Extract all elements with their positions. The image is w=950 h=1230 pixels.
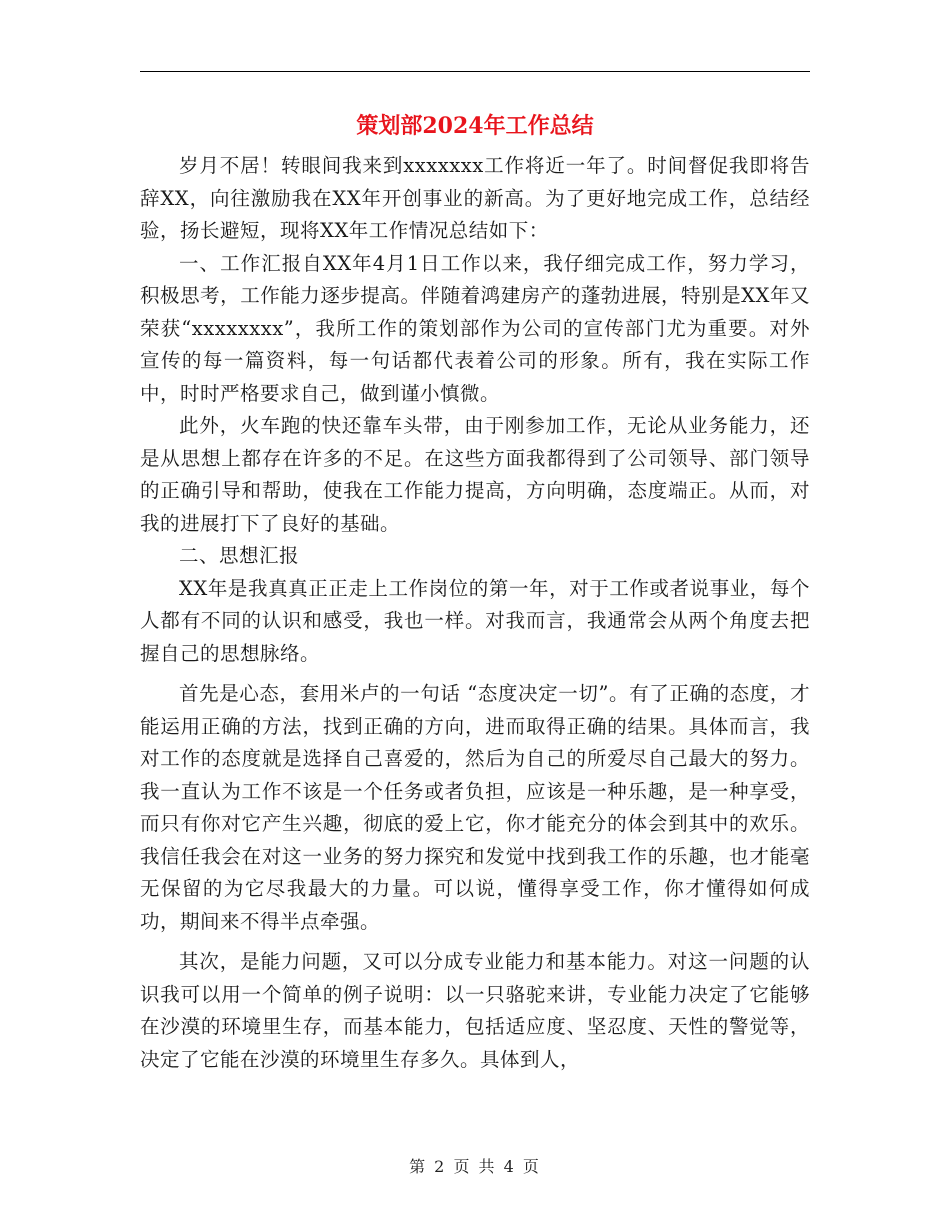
document-title: 策划部2024年工作总结	[356, 113, 594, 139]
paragraph-first-year: XX年是我真真正正走上工作岗位的第一年，对于工作或者说事业，每个人都有不同的认识和感受，我也一样。对我而言，我通常会从两个角度去把握自己的思想脉络。	[140, 576, 810, 665]
document-body	[140, 150, 810, 1076]
header-rule	[140, 71, 810, 72]
paragraph-intro: 岁月不居！转眼间我来到xxxxxxx工作将近一年了。时间督促我即将告辞XX，向往激励我在XX年开创事业的新高。为了更好地完成工作，总结经验，扬长避短，现将XX年工作情况总结如下：	[140, 154, 810, 242]
paragraph-additional: 此外，火车跑的快还靠车头带，由于刚参加工作，无论从业务能力，还是从思想上都存在许多的不足。在这些方面我都得到了公司领导、部门领导的正确引导和帮助，使我在工作能力提高，方向明确，态度端正。从而，对我的进展打下了良好的基础。	[140, 414, 810, 535]
paragraph-work-report: 一、工作汇报自XX年4月1日工作以来，我仔细完成工作，努力学习，积极思考，工作能力逐步提高。伴随着鸿建房产的蓬勃进展，特别是XX年又荣获“xxxxxxxx”，我所工作的策划部作为公司的宣传部门尤为重要。对外宣传的每一篇资料，每一句话都代表着公司的形象。所有，我在实际工作中，时时严格要求自己，做到谨小慎微。	[140, 251, 810, 405]
paragraph-attitude: 首先是心态，套用米卢的一句话 “态度决定一切”。有了正确的态度，才能运用正确的方法，找到正确的方向，进而取得正确的结果。具体而言，我对工作的态度就是选择自己喜爱的，然后为自己的所爱尽自己最大的努力。我一直认为工作不该是一个任务或者负担，应该是一种乐趣，是一种享受，而只有你对它产生兴趣，彻底的爱上它，你才能充分的体会到其中的欢乐。我信任我会在对这一业务的努力探究和发觉中找到我工作的乐趣，也才能毫无保留的为它尽我最大的力量。可以说，懂得享受工作，你才懂得如何成功，期间来不得半点牵强。	[140, 682, 810, 933]
paragraph-ability: 其次，是能力问题，又可以分成专业能力和基本能力。对这一问题的认识我可以用一个简单的例子说明：以一只骆驼来讲，专业能力决定了它能够在沙漠的环境里生存，而基本能力，包括适应度、坚忍度、天性的警觉等，决定了它能在沙漠的环境里生存多久。具体到人，	[140, 950, 810, 1071]
page-number-footer: 第 2 页 共 4 页	[409, 1157, 541, 1176]
section-heading-thought-report: 二、思想汇报	[179, 544, 300, 567]
